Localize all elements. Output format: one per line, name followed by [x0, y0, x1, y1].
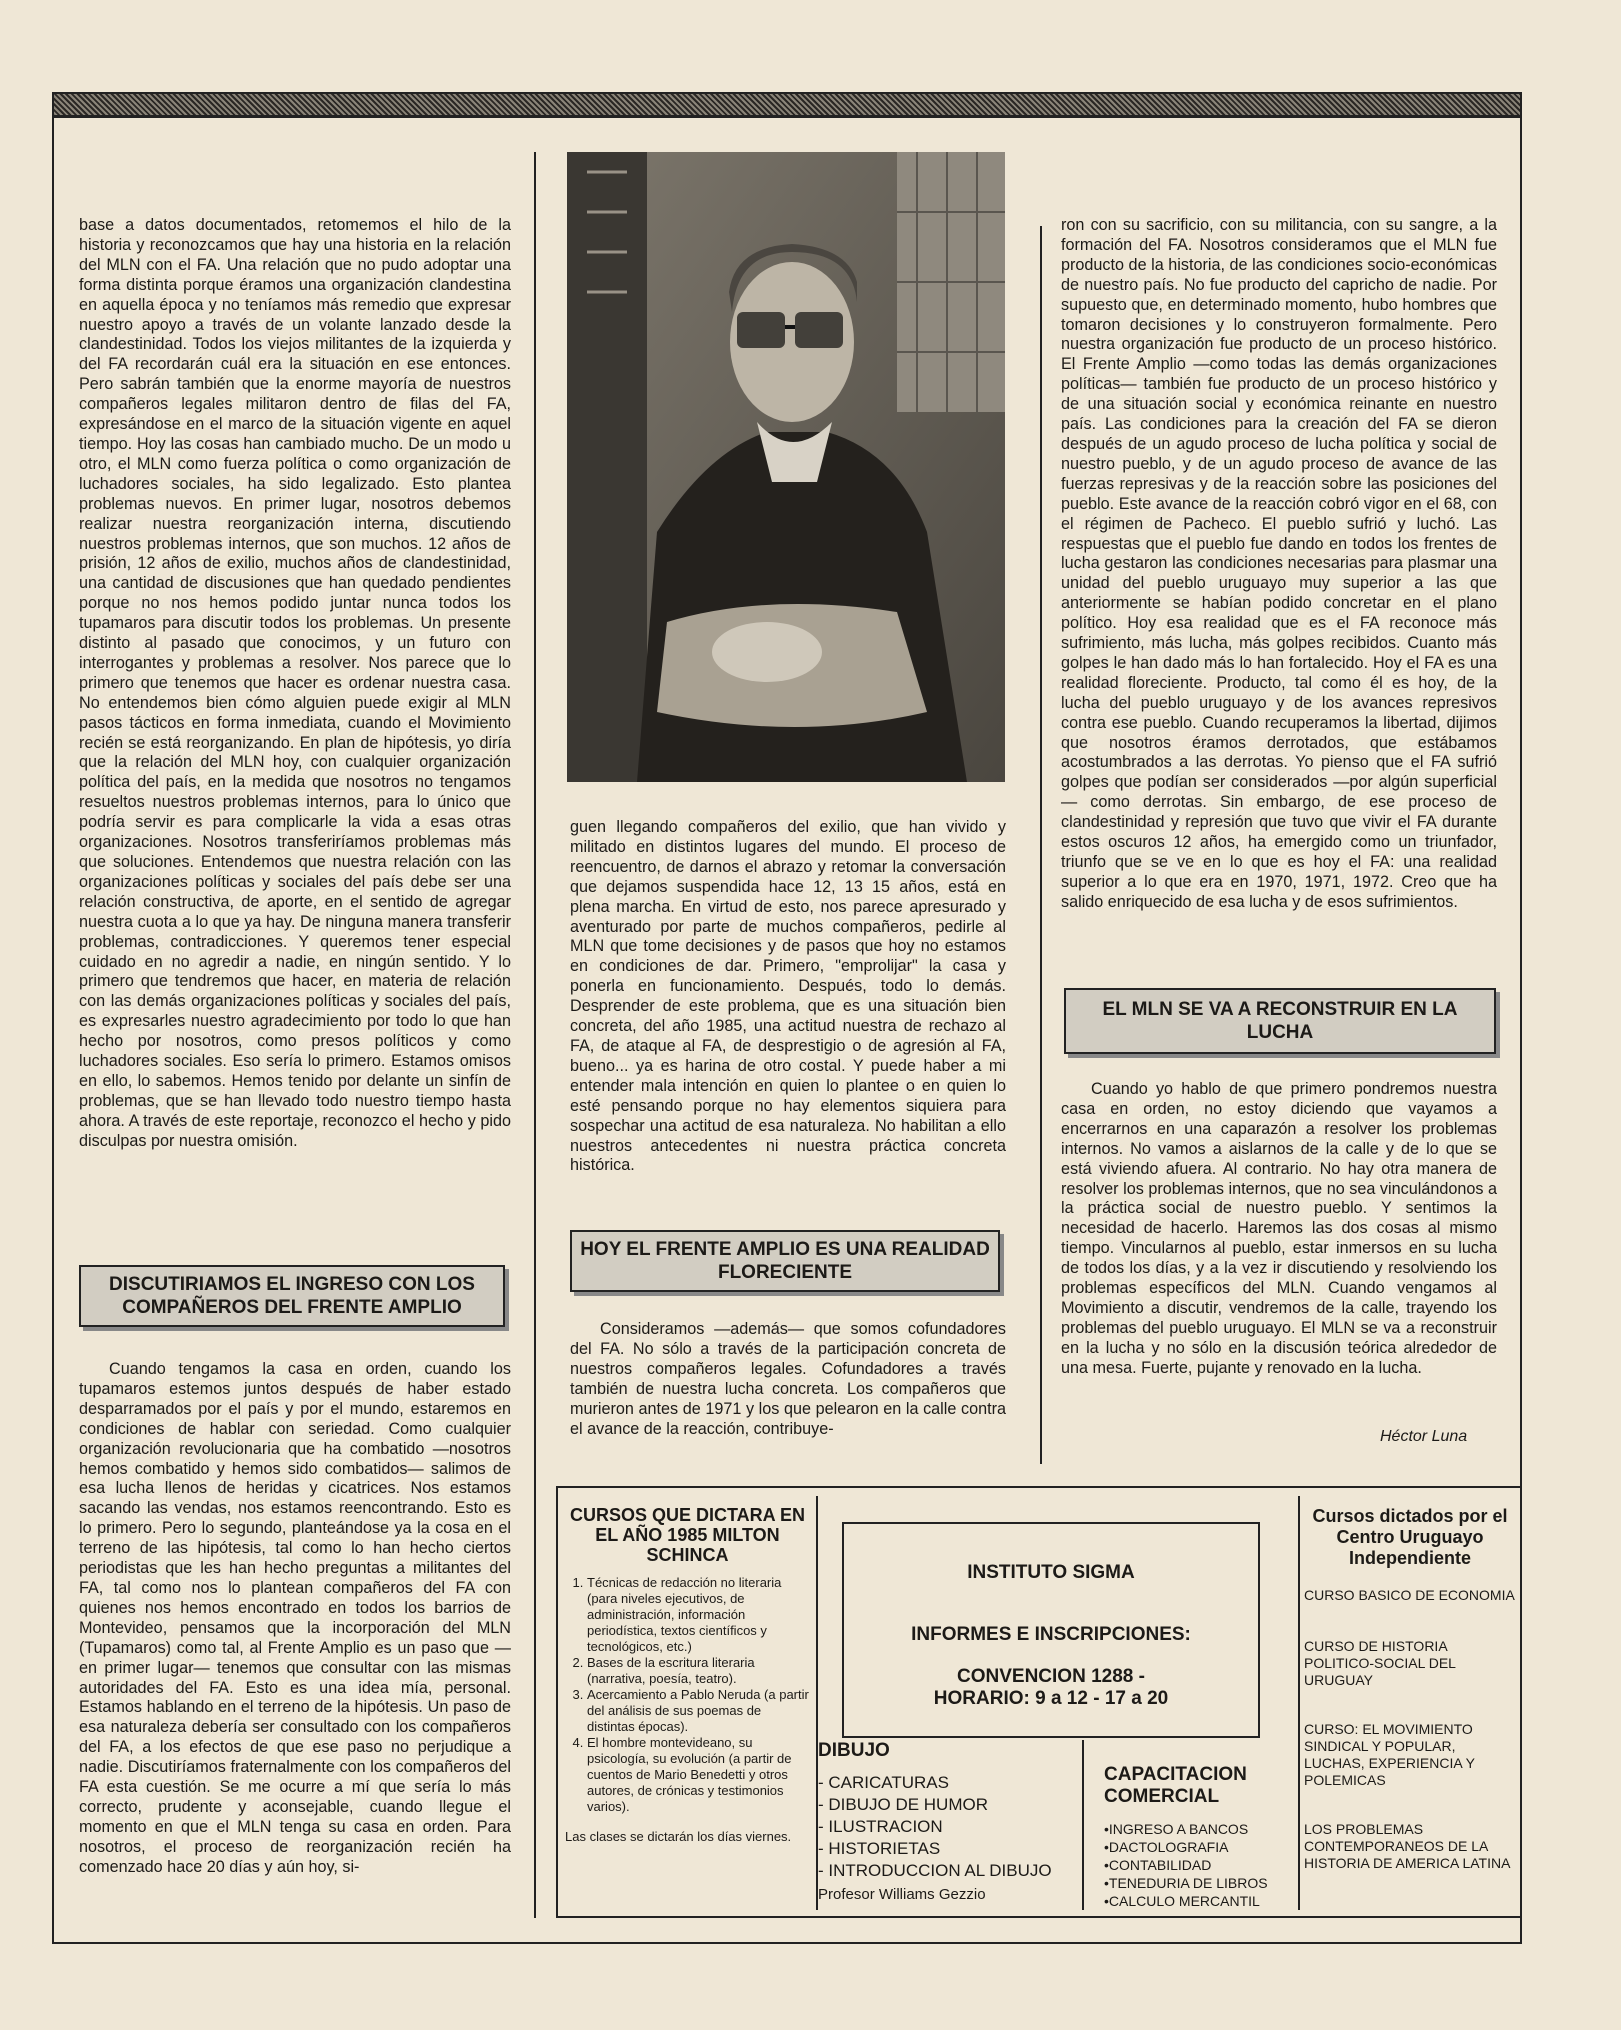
- portrait-image: [567, 152, 1005, 782]
- list-item: 3. Acercamiento a Pablo Neruda (a partir del análisis de sus poemas de distintas épocas).: [587, 1687, 810, 1735]
- article-column-2: [570, 818, 1006, 1176]
- sigma-name: INSTITUTO SIGMA: [967, 1562, 1135, 1583]
- capacitacion-title: CAPACITACION COMERCIAL: [1104, 1764, 1247, 1807]
- article-column-1-continued: [79, 1360, 511, 1878]
- sigma-info: INFORMES E INSCRIPCIONES:: [911, 1624, 1191, 1645]
- article-paragraph: Cuando yo hablo de que primero pondremos nuestra casa en orden, no estoy diciendo que vayamos a encerrarnos en una caparazón a resolver los problemas internos. No vamos a aislarnos de la calle y de lo que se está viviendo afuera. Al contrario. No hay otra manera de resolver los problemas internos, que no sea vinculándonos a la práctica social de nuestro pueblo. Y sentimos la necesidad de hacerlo. Haremos las dos cosas al mismo tiempo. Vincularnos al pueblo, estar inmersos en su lucha de todos los días, y a la vez ir discutiendo y resolviendo los problemas específicos del MLN. Cuando vengamos al Movimiento a discutir, vendremos de la calle, trayendo los problemas del pueblo uruguayo. El MLN se va a reconstruir en la lucha y no sólo en la discusión teórica alrededor de una mesa. Fuerte, pujante y renovado en la lucha.: [1061, 1080, 1497, 1377]
- list-item: •TENEDURIA DE LIBROS: [1104, 1875, 1268, 1891]
- ad-schinca-note: Las clases se dictarán los días viernes.: [565, 1829, 792, 1844]
- capacitacion-list: [1104, 1820, 1304, 1910]
- ad-schinca-list: [565, 1575, 810, 1815]
- sigma-hours: HORARIO: 9 a 12 - 17 a 20: [933, 1688, 1169, 1709]
- list-item: •INGRESO A BANCOS: [1104, 1821, 1249, 1837]
- article-column-3: [1061, 216, 1497, 913]
- ad-divider: [1298, 1496, 1300, 1910]
- list-item: 2. Bases de la escritura literaria (narrativa, poesía, teatro).: [587, 1655, 810, 1687]
- list-item: - ILUSTRACION: [818, 1817, 943, 1836]
- ad-schinca-title: CURSOS QUE DICTARA EN EL AÑO 1985 MILTON SCHINCA: [569, 1505, 805, 1565]
- list-item: •CALCULO MERCANTIL: [1104, 1893, 1260, 1909]
- list-item: 4. El hombre montevideano, su psicología, su evolución (a partir de cuentos de Mario Benedetti y otros autores, de crónicas y testimonios varios).: [587, 1735, 810, 1815]
- dibujo-list: [818, 1772, 1078, 1882]
- cui-title: Cursos dictados por el Centro Uruguayo Independiente: [1312, 1506, 1508, 1568]
- ad-cui: [1304, 1506, 1516, 1872]
- ad-capacitacion: [1104, 1764, 1304, 1910]
- list-item: •DACTOLOGRAFIA: [1104, 1839, 1229, 1855]
- section-heading-reconstruir: EL MLN SE VA A RECONSTRUIR EN LA LUCHA: [1064, 988, 1496, 1054]
- author-byline: Héctor Luna: [1380, 1428, 1468, 1445]
- dibujo-title: DIBUJO: [818, 1740, 890, 1761]
- cui-course: LOS PROBLEMAS CONTEMPORANEOS DE LA HISTORIA DE AMERICA LATINA: [1304, 1821, 1511, 1871]
- ad-dibujo: [818, 1740, 1078, 1903]
- ad-schinca: [565, 1505, 810, 1845]
- article-paragraph: guen llegando compañeros del exilio, que han vivido y militado en distintos lugares del mundo. El proceso de reencuentro, de darnos el abrazo y retomar la conversación que dejamos suspendida hace 12, 13 15 años, está en plena marcha. En virtud de esto, nos parece apresurado y aventurado por parte de muchos compañeros, pedirle al MLN que tome decisiones y de pasos que hoy no estamos en condiciones de dar. Primero, "emprolijar" la casa y ponerla en funcionamiento. Después, todo lo demás. Desprender de este problema, que es una situación bien concreta, del año 1985, una actitud nuestra de rechazo al FA, de ataque al FA, de desprestigio o de agresión al FA, bueno... ya es harina de otro costal. Y puede haber a mi entender mala intención en quien lo plantee o en quien lo esté pensando porque no hay elementos siquiera para sospechar una actitud de esa naturaleza. No habilitan a ello nuestros antecedentes ni nuestra práctica concreta histórica.: [570, 818, 1006, 1175]
- ad-sigma: [842, 1522, 1260, 1738]
- section-heading-ingreso: DISCUTIRIAMOS EL INGRESO CON LOS COMPAÑEROS DEL FRENTE AMPLIO: [79, 1265, 505, 1327]
- article-paragraph: Consideramos —además— que somos cofundadores del FA. No sólo a través de la participación concreta de nuestros compañeros legales. Cofundadores a través también de nuestra lucha concreta. Los compañeros que murieron antes de 1971 y los que pelearon en la calle contra el avance de la reacción, contribuye-: [570, 1320, 1006, 1438]
- article-paragraph: ron con su sacrificio, con su militancia, con su sangre, a la formación del FA. Nosotros consideramos que el MLN fue producto de la historia, de las condiciones socio-económicas de nuestro país. No fue producto del capricho de nadie. Por supuesto que, en determinado momento, hubo hombres que tomaron decisiones y lo construyeron formalmente. Pero nuestra organización fue producto de un proceso histórico. El Frente Amplio —como todas las demás organizaciones políticas— también fue producto de un proceso histórico y de una situación social y económica reinante en nuestro país. Las condiciones para la creación del FA se dieron después de un agudo proceso de lucha política y social de nuestro pueblo, y de un agudo proceso de avance de las fuerzas represivas y de la reacción sobre las posiciones del pueblo. Este avance de la reacción cobró vigor en el 68, con el régimen de Pacheco. El pueblo sufrió y luchó. Las respuestas que el pueblo fue dando en todos los frentes de lucha gestaron las condiciones necesarias para plasmar una unidad del pueblo uruguayo muy superior a las que anteriormente se habían podido concretar en el plano político. Hoy esa realidad que es el FA reconoce más sufrimiento, más lucha, más golpes recibidos. Cuanto más golpes le han dado más lo han fortalecido. Hoy el FA es una realidad floreciente. Producto, tal como él es hoy, de la lucha del pueblo uruguayo y de los avances represivos contra ese pueblo. Cuando recuperamos la libertad, dijimos que nosotros éramos derrotados, que estábamos acostumbrados a las derrotas. Yo pienso que el FA sufrió golpes que podían ser considerados —por algún superficial— como derrotas. Sin embargo, de ese proceso de clandestinidad y represión que tuvo que vivir el FA durante estos oscuros 12 años, ha emergido como un triunfador, triunfo que se ve en lo que es hoy el FA: una realidad superior a lo que era en 1970, 1971, 1972. Creo que ha salido enriquecido de esa lucha y de esos sufrimientos.: [1061, 216, 1497, 911]
- list-item: - HISTORIETAS: [818, 1839, 941, 1858]
- cui-course: CURSO DE HISTORIA POLITICO-SOCIAL DEL URUGUAY: [1304, 1638, 1456, 1688]
- dibujo-teacher: Profesor Williams Gezzio: [818, 1886, 986, 1903]
- ad-divider: [1082, 1740, 1084, 1910]
- article-paragraph: base a datos documentados, retomemos el hilo de la historia y reconozcamos que hay una historia en la relación del MLN con el FA. Una relación que no pudo adoptar una forma distinta porque éramos una organización clandestina en aquella época y no teníamos más remedio que expresar nuestro apoyo a través de un volante lanzado desde la clandestinidad. Todos los viejos militantes de la izquierda y del FA recordarán cuál era la situación en ese entonces. Pero sabrán también que la enorme mayoría de nuestros compañeros legales militaron dentro de filas del FA, expresándose en el marco de la situación vigente en aquel tiempo. Hoy las cosas han cambiado mucho. De un modo u otro, el MLN como fuerza política o como organización de luchadores sociales, ha sido legalizado. Esto plantea problemas nuevos. En primer lugar, nosotros debemos realizar nuestra reorganización interna, discutiendo nuestros problemas internos, que son muchos. 12 años de prisión, 12 años de exilio, muchos años de clandestinidad, una cantidad de discusiones que han quedado pendientes porque no nos hemos podido juntar nunca todos los tupamaros para discutir todos los problemas. Un presente distinto al pasado que conocimos, y un futuro con interrogantes y problemas a resolver. Nos parece que lo primero que tenemos que hacer es ordenar nuestra casa. No entendemos bien cómo alguien puede exigir al MLN pasos tácticos en forma inmediata, cuando el Movimiento recién se está reorganizando. En plan de hipótesis, yo diría que la relación del MLN hoy, con cualquier organización política del país, en la medida que nosotros no tengamos resueltos nuestros problemas internos, para lo único que podría servir es para complicarle la vida a esas otras organizaciones. Nosotros transferiríamos problemas más que soluciones. Entendemos que nuestra relación con las organizaciones políticas y sociales del país debe ser una relación constructiva, de aporte, en el sentido de agregar nuestra cuota a lo que ya hay. De ninguna manera transferir problemas, contradicciones. Y queremos tener especial cuidado en no agredir a nadie, en ningún sentido. Y lo primero que tendremos que hacer, en materia de relación con las demás organizaciones políticas y sociales del país, es expresarles nuestro agradecimiento por todo lo que han hecho por nosotros, como presos políticos y como luchadores sociales. Eso sería lo primero. Estamos omisos en ello, lo sabemos. Hemos tenido por delante un sinfín de problemas, que se han llevado todo nuestro tiempo hasta ahora. A través de este reportaje, reconozco el hecho y pido disculpas por nuestra omisión.: [79, 216, 511, 1150]
- list-item: •CONTABILIDAD: [1104, 1857, 1212, 1873]
- article-paragraph: Cuando tengamos la casa en orden, cuando los tupamaros estemos juntos después de haber estado desparramados por el país y por el mundo, estaremos en condiciones de hablar con seriedad. Como cualquier organización revolucionaria que ha combatido —nosotros hemos combatido y hemos sido combatidos— salimos de esa lucha llenos de heridas y cicatrices. Nos estamos sacando las vendas, nos estamos reencontrando. Esto es lo primero. Pero lo segundo, planteándose ya la cosa en el terreno de las hipótesis, tal como lo han hecho ciertos periodistas que les han hecho preguntas a militantes del FA, tal como nos lo plantean compañeros del FA con quienes nos hemos encontrado en todos los barrios de Montevideo, pensamos que la incorporación del MLN (Tupamaros) como tal, al Frente Amplio es un paso que —en primer lugar— tenemos que consultar con las mismas autoridades del FA. Esto es una idea mía, personal. Estamos hablando en el terreno de la hipótesis. Un paso de esa naturaleza debería ser consultado con los compañeros del FA, a los efectos de que ese paso no perjudique a nadie. Discutiríamos fraternalmente con los compañeros del FA esta cuestión. Se me ocurre a mí que sería lo más correcto, prudente y aconsejable, cuando llegue el momento en que el MLN tenga su casa en orden. Para nosotros, el proceso de reorganización recién ha comenzado hace 20 días y aún hoy, si-: [79, 1360, 511, 1876]
- list-item: - DIBUJO DE HUMOR: [818, 1795, 988, 1814]
- cui-course: CURSO: EL MOVIMIENTO SINDICAL Y POPULAR, LUCHAS, EXPERIENCIA Y POLEMICAS: [1304, 1721, 1475, 1788]
- column-rule: [1040, 226, 1042, 1464]
- list-item: 1. Técnicas de redacción no literaria (para niveles ejecutivos, de administración, información periodística, textos científicos y tecnológicos, etc.): [587, 1575, 810, 1655]
- column-rule: [534, 152, 536, 1918]
- article-column-1: [79, 216, 511, 1152]
- list-item: - INTRODUCCION AL DIBUJO: [818, 1861, 1052, 1880]
- sigma-address: CONVENCION 1288 -: [957, 1666, 1145, 1687]
- cui-course: CURSO BASICO DE ECONOMIA: [1304, 1587, 1515, 1603]
- list-item: - CARICATURAS: [818, 1773, 949, 1792]
- portrait-photo: [567, 152, 1005, 782]
- section-heading-frente-amplio: HOY EL FRENTE AMPLIO ES UNA REALIDAD FLORECIENTE: [570, 1230, 1000, 1292]
- article-column-3-continued: [1061, 1080, 1497, 1379]
- article-column-2-continued: [570, 1320, 1006, 1439]
